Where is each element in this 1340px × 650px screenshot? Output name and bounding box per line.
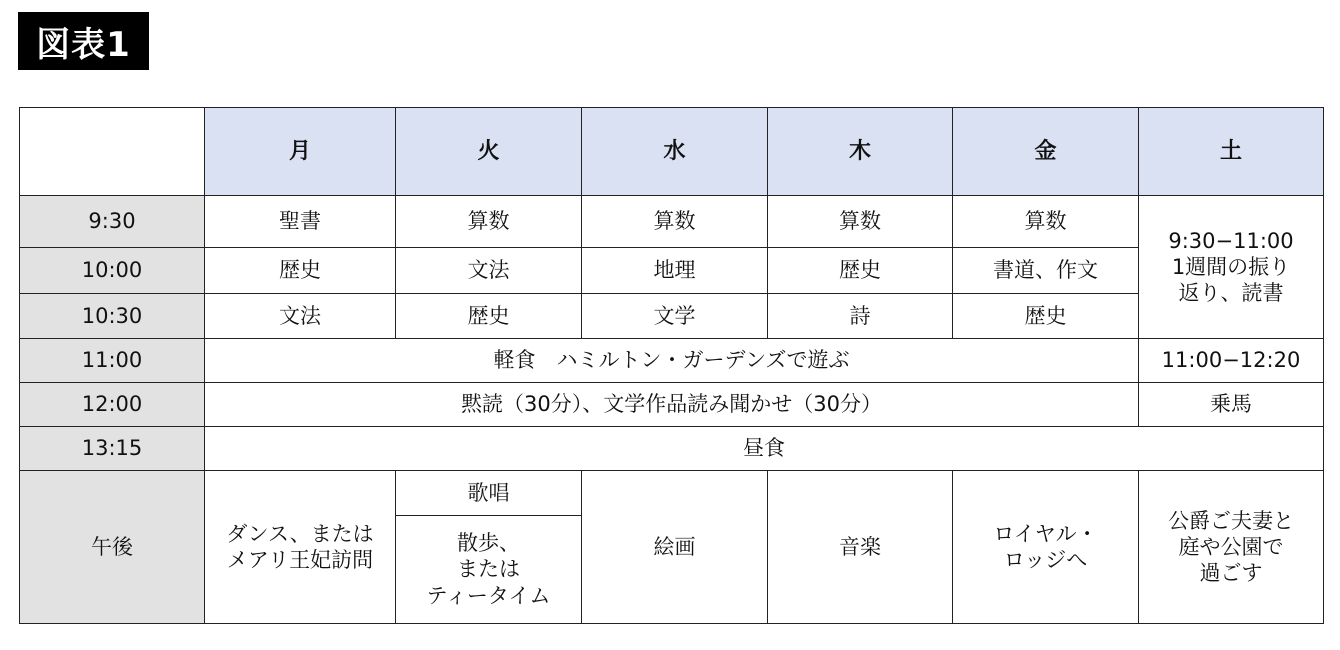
- cell-1030-mon: 文法: [205, 294, 396, 339]
- row-afternoon-top: [20, 471, 1324, 516]
- cell-1200-weekday: 黙読（30分）、文学作品読み聞かせ（30分）: [205, 383, 1139, 427]
- header-day-thu: 木: [768, 108, 953, 196]
- time-cell-1030: 10:30: [20, 294, 205, 339]
- cell-1000-mon: 歴史: [205, 248, 396, 294]
- cell-afternoon-thu: 音楽: [768, 471, 953, 624]
- cell-afternoon-wed: 絵画: [582, 471, 768, 624]
- time-cell-0930: 9:30: [20, 196, 205, 248]
- cell-1030-wed: 文学: [582, 294, 768, 339]
- cell-1100-weekday: 軽食 ハミルトン・ガーデンズで遊ぶ: [205, 339, 1139, 383]
- cell-1200-sat: 乗馬: [1139, 383, 1324, 427]
- cell-0930-fri: 算数: [953, 196, 1139, 248]
- time-cell-1315: 13:15: [20, 427, 205, 471]
- row-1100: [20, 339, 1324, 383]
- header-day-fri: 金: [953, 108, 1139, 196]
- weekly-schedule-table: [19, 107, 1324, 624]
- row-1315: [20, 427, 1324, 471]
- cell-0930-mon: 聖書: [205, 196, 396, 248]
- cell-0930-tue: 算数: [396, 196, 582, 248]
- cell-0930-wed: 算数: [582, 196, 768, 248]
- cell-1030-tue: 歴史: [396, 294, 582, 339]
- row-1000: [20, 248, 1324, 294]
- cell-afternoon-tue-bottom: 散歩、 または ティータイム: [396, 516, 582, 624]
- time-cell-1200: 12:00: [20, 383, 205, 427]
- cell-afternoon-fri: ロイヤル・ ロッジへ: [953, 471, 1139, 624]
- cell-1100-sat: 11:00−12:20: [1139, 339, 1324, 383]
- figure-title: 図表1: [18, 12, 149, 70]
- cell-1000-wed: 地理: [582, 248, 768, 294]
- header-day-wed: 水: [582, 108, 768, 196]
- cell-1030-fri: 歴史: [953, 294, 1139, 339]
- cell-1030-thu: 詩: [768, 294, 953, 339]
- row-0930: [20, 196, 1324, 248]
- cell-afternoon-tue-top: 歌唱: [396, 471, 582, 516]
- header-row: [20, 108, 1324, 196]
- row-1200: [20, 383, 1324, 427]
- header-day-sat: 土: [1139, 108, 1324, 196]
- time-cell-afternoon: 午後: [20, 471, 205, 624]
- cell-1315-lunch: 昼食: [205, 427, 1324, 471]
- cell-afternoon-sat: 公爵ご夫妻と 庭や公園で 過ごす: [1139, 471, 1324, 624]
- cell-afternoon-mon: ダンス、または メアリ王妃訪問: [205, 471, 396, 624]
- header-corner-cell: [20, 108, 205, 196]
- cell-1000-fri: 書道、作文: [953, 248, 1139, 294]
- cell-1000-tue: 文法: [396, 248, 582, 294]
- header-day-tue: 火: [396, 108, 582, 196]
- time-cell-1000: 10:00: [20, 248, 205, 294]
- header-day-mon: 月: [205, 108, 396, 196]
- cell-1000-thu: 歴史: [768, 248, 953, 294]
- time-cell-1100: 11:00: [20, 339, 205, 383]
- cell-sat-morning: 9:30−11:00 1週間の振り 返り、読書: [1139, 196, 1324, 339]
- row-1030: [20, 294, 1324, 339]
- cell-0930-thu: 算数: [768, 196, 953, 248]
